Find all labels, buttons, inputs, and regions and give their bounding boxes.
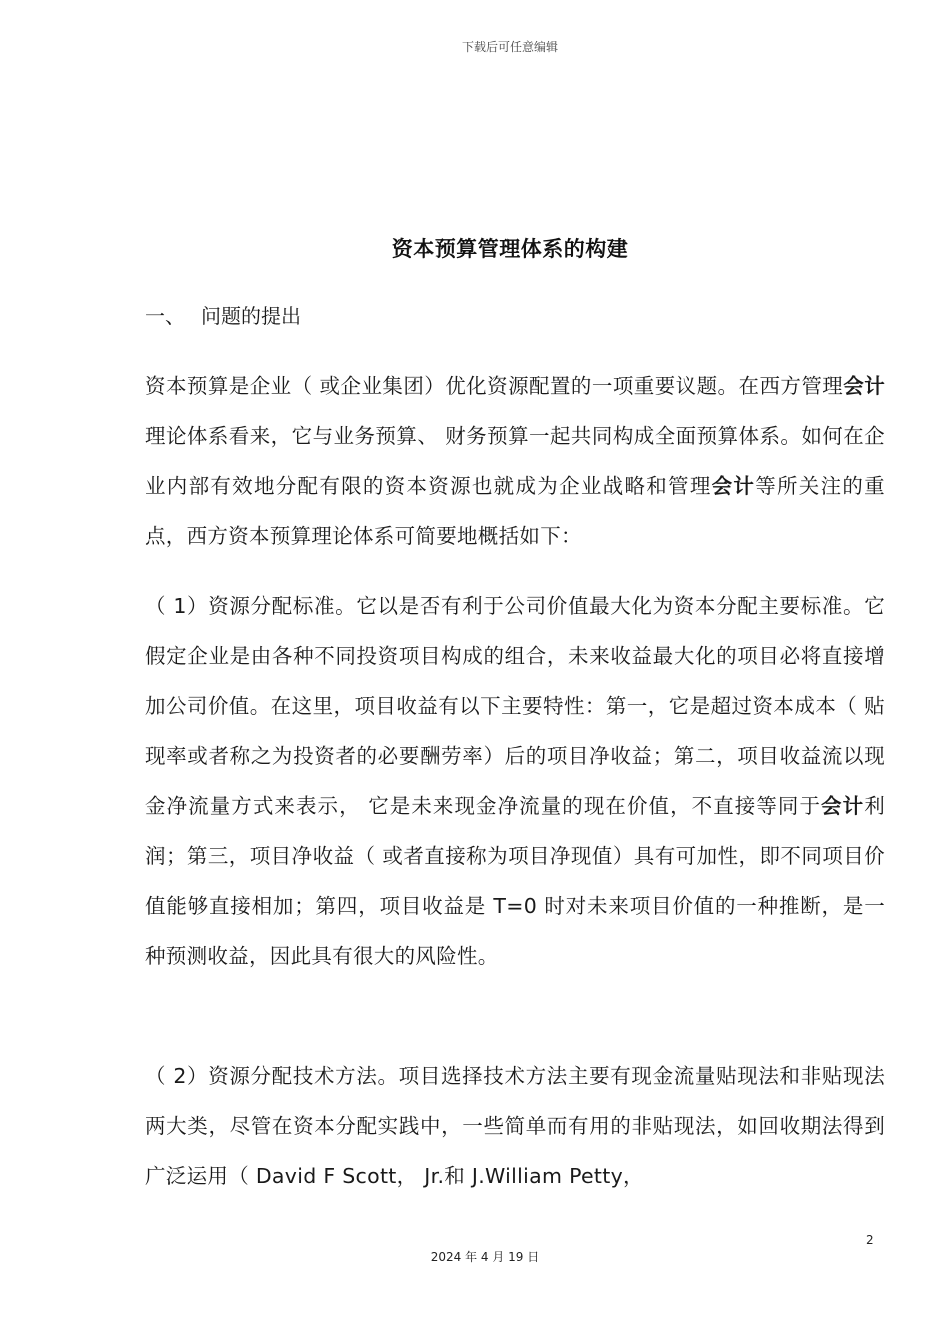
paragraph-allocation-standard [145, 581, 885, 981]
footer-date: 2024 年 4 月 19 日 [430, 1250, 540, 1264]
page-number: 2 [866, 1233, 874, 1247]
paragraph-allocation-methods [145, 1051, 885, 1201]
text-run: 资本预算是企业（ 或企业集团）优化资源配置的一项重要议题。在西方管理 [145, 374, 844, 398]
section-title: 问题的提出 [201, 304, 301, 328]
text-run: 利润；第三，项目净收益（ 或者直接称为项目净现值）具有可加性，即不同项目价值能够直接相加；第四，项目收益是 T=0 时对未来项目价值的一种推断，是一种预测收益，因此具有很大的风险性。 [145, 794, 885, 968]
text-run: 理论体系看来，它与业务预算、 财务预算一起共同构成全面预算体系。如何在企业内部有效地分配有限的资本资源也就成为企业战略和管理 [145, 424, 885, 498]
emphasis-term: 会计 [711, 474, 756, 498]
header-note: 下载后可任意编辑 [461, 40, 558, 54]
section-heading [145, 300, 301, 329]
emphasis-term: 会计 [821, 794, 865, 818]
paragraph-intro [145, 361, 885, 561]
document-title: 资本预算管理体系的构建 [391, 237, 629, 261]
text-run: （ 2）资源分配技术方法。项目选择技术方法主要有现金流量贴现法和非贴现法两大类，尽管在资本分配实践中，一些简单而有用的非贴现法，如回收期法得到广泛运用（ David F Scott， Jr.和 J.William Petty， [145, 1064, 885, 1188]
text-run: 等所关注的重点，西方资本预算理论体系可简要地概括如下： [145, 474, 885, 548]
section-number: 一、 [145, 304, 185, 328]
emphasis-term: 会计 [843, 374, 885, 398]
text-run: （ 1）资源分配标准。它以是否有利于公司价值最大化为资本分配主要标准。它假定企业是由各种不同投资项目构成的组合，未来收益最大化的项目必将直接增加公司价值。在这里，项目收益有以下主要特性：第一，它是超过资本成本（ 贴现率或者称之为投资者的必要酬劳率）后的项目净收益；第二，项目收益流以现金净流量方式来表示， 它是未来现金净流量的现在价值，不直接等同于 [145, 594, 885, 818]
